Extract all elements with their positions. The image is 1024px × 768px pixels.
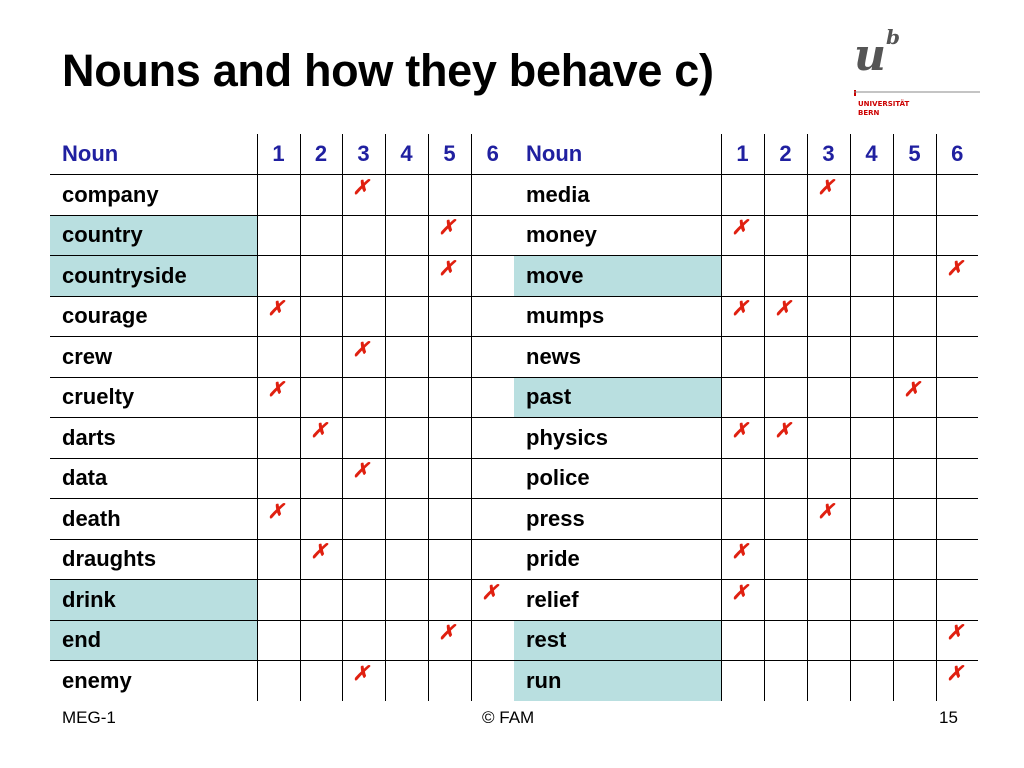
mark-cell [764,215,807,256]
mark-cell [721,175,764,216]
mark-cell [428,296,471,337]
column-header-1: 1 [257,134,300,175]
mark-cell [428,418,471,459]
cross-mark-icon: ✗ [267,498,285,523]
nouns-table [50,134,978,701]
mark-cell [342,661,385,702]
noun-cell: past [514,377,721,418]
mark-cell [936,539,978,580]
cross-mark-icon: ✗ [817,174,835,199]
mark-cell [807,296,850,337]
mark-cell [936,256,978,297]
noun-cell: courage [50,296,257,337]
noun-cell: run [514,661,721,702]
noun-cell: money [514,215,721,256]
mark-cell [257,458,300,499]
mark-cell [807,539,850,580]
cross-mark-icon: ✗ [946,661,964,685]
cross-mark-icon: ✗ [352,661,370,685]
mark-cell [257,418,300,459]
mark-cell [471,337,514,378]
mark-cell [385,215,428,256]
mark-cell [721,580,764,621]
mark-cell [471,296,514,337]
mark-cell [385,499,428,540]
mark-cell [385,539,428,580]
mark-cell [850,539,893,580]
cross-mark-icon: ✗ [352,458,370,483]
mark-cell [893,418,936,459]
column-header-6: 6 [471,134,514,175]
mark-cell [721,418,764,459]
mark-cell [428,620,471,661]
mark-cell [893,215,936,256]
mark-cell [893,296,936,337]
noun-cell: death [50,499,257,540]
mark-cell [936,337,978,378]
mark-cell [300,499,342,540]
mark-cell [807,337,850,378]
mark-cell [893,458,936,499]
mark-cell [721,499,764,540]
mark-cell [342,499,385,540]
noun-cell: move [514,256,721,297]
mark-cell [428,175,471,216]
mark-cell [385,175,428,216]
mark-cell [764,418,807,459]
footer-page-number: 15 [939,708,958,727]
cross-mark-icon: ✗ [438,620,456,645]
mark-cell [936,418,978,459]
cross-mark-icon: ✗ [731,539,749,564]
mark-cell [721,296,764,337]
noun-cell: countryside [50,256,257,297]
noun-cell: crew [50,337,257,378]
mark-cell [385,580,428,621]
mark-cell [764,620,807,661]
mark-cell [807,458,850,499]
mark-cell [807,377,850,418]
table-row [50,215,978,256]
table-row [50,175,978,216]
mark-cell [342,215,385,256]
mark-cell [807,661,850,702]
mark-cell [257,499,300,540]
mark-cell [257,337,300,378]
cross-mark-icon: ✗ [774,417,792,442]
mark-cell [936,175,978,216]
mark-cell [300,296,342,337]
noun-cell: enemy [62,668,132,693]
svg-text:BERN: BERN [858,109,880,117]
mark-cell [300,175,342,216]
mark-cell [936,620,978,661]
cross-mark-icon: ✗ [267,296,285,321]
table-row [50,256,978,297]
mark-cell [807,175,850,216]
column-header-2: 2 [764,134,807,175]
mark-cell [893,175,936,216]
cross-mark-icon: ✗ [352,174,370,199]
mark-cell [721,377,764,418]
mark-cell [764,175,807,216]
mark-cell [764,580,807,621]
mark-cell [257,580,300,621]
mark-cell [385,256,428,297]
mark-cell [893,499,936,540]
column-header-4: 4 [385,134,428,175]
mark-cell [385,620,428,661]
cross-mark-icon: ✗ [731,579,749,604]
mark-cell [342,175,385,216]
column-header-6: 6 [936,134,978,175]
slide-title: Nouns and how they behave c) [62,45,714,96]
noun-cell: police [514,458,721,499]
mark-cell [471,256,514,297]
mark-cell [936,377,978,418]
noun-cell: press [514,499,721,540]
column-header-noun: Noun [50,134,257,175]
mark-cell [850,580,893,621]
mark-cell [385,377,428,418]
table-row [50,458,978,499]
mark-cell [428,580,471,621]
mark-cell [893,580,936,621]
cross-mark-icon: ✗ [267,377,285,402]
column-header-3: 3 [807,134,850,175]
mark-cell [764,661,807,702]
noun-cell: drink [50,580,257,621]
table-row [50,377,978,418]
mark-cell [721,620,764,661]
mark-cell [764,539,807,580]
mark-cell [850,296,893,337]
noun-cell: darts [50,418,257,459]
cross-mark-icon: ✗ [438,215,456,240]
mark-cell [471,580,514,621]
noun-cell: draughts [50,539,257,580]
mark-cell [850,418,893,459]
column-header-noun: Noun [514,134,721,175]
noun-cell: data [50,458,257,499]
mark-cell [936,215,978,256]
mark-cell [936,499,978,540]
table-row [50,296,978,337]
mark-cell [850,175,893,216]
mark-cell [342,377,385,418]
mark-cell [807,256,850,297]
mark-cell [721,215,764,256]
mark-cell [342,620,385,661]
mark-cell [471,499,514,540]
table-row [50,661,978,702]
mark-cell [471,215,514,256]
mark-cell [428,458,471,499]
mark-cell [428,499,471,540]
table-body [50,175,978,702]
mark-cell [257,620,300,661]
mark-cell [850,377,893,418]
mark-cell [807,620,850,661]
mark-cell [300,215,342,256]
mark-cell [257,256,300,297]
mark-cell [257,539,300,580]
noun-cell: cruelty [50,377,257,418]
noun-cell: pride [514,539,721,580]
mark-cell [342,539,385,580]
mark-cell [850,620,893,661]
mark-cell [893,256,936,297]
cross-mark-icon: ✗ [731,417,749,442]
cross-mark-icon: ✗ [903,377,921,402]
cross-mark-icon: ✗ [352,336,370,361]
mark-cell [342,580,385,621]
mark-cell [764,499,807,540]
noun-cell: news [514,337,721,378]
table-row [50,580,978,621]
mark-cell [850,215,893,256]
mark-cell [893,661,936,702]
column-header-4: 4 [850,134,893,175]
mark-cell [893,377,936,418]
noun-cell: end [50,620,257,661]
mark-cell [471,418,514,459]
mark-cell [385,418,428,459]
mark-cell [385,458,428,499]
mark-cell [385,337,428,378]
svg-text:b: b [886,28,900,49]
table-row [50,418,978,459]
mark-cell [342,296,385,337]
mark-cell [721,539,764,580]
mark-cell [428,215,471,256]
mark-cell [893,539,936,580]
mark-cell [385,296,428,337]
mark-cell [807,580,850,621]
column-header-2: 2 [300,134,342,175]
mark-cell [300,580,342,621]
mark-cell [300,458,342,499]
mark-cell [257,215,300,256]
mark-cell [850,661,893,702]
mark-cell [342,256,385,297]
mark-cell [385,661,428,702]
mark-cell [471,377,514,418]
mark-cell [764,377,807,418]
mark-cell [300,539,342,580]
mark-cell [764,458,807,499]
svg-text:UNIVERSITÄT: UNIVERSITÄT [858,100,910,108]
mark-cell [471,539,514,580]
noun-cell: company [50,175,257,216]
cross-mark-icon: ✗ [817,498,835,523]
mark-cell [428,661,471,702]
noun-cell: mumps [514,296,721,337]
mark-cell [300,337,342,378]
mark-cell [936,458,978,499]
mark-cell [300,661,342,702]
column-header-5: 5 [428,134,471,175]
noun-cell: country [50,215,257,256]
mark-cell [428,337,471,378]
mark-cell [850,256,893,297]
cross-mark-icon: ✗ [774,296,792,321]
table-row [50,539,978,580]
table-row [50,620,978,661]
mark-cell [257,296,300,337]
cross-mark-icon: ✗ [481,579,499,604]
mark-cell [428,377,471,418]
noun-cell: relief [514,580,721,621]
mark-cell [257,377,300,418]
cross-mark-icon: ✗ [731,215,749,240]
mark-cell [721,458,764,499]
mark-cell [342,458,385,499]
table-row [50,499,978,540]
mark-cell [807,215,850,256]
cross-mark-icon: ✗ [310,539,328,564]
column-header-3: 3 [342,134,385,175]
column-header-5: 5 [893,134,936,175]
cross-mark-icon: ✗ [946,255,964,280]
mark-cell [764,296,807,337]
mark-cell [850,458,893,499]
mark-cell [807,418,850,459]
mark-cell [850,499,893,540]
mark-cell [807,499,850,540]
mark-cell [342,337,385,378]
cross-mark-icon: ✗ [731,296,749,321]
mark-cell [721,337,764,378]
cross-mark-icon: ✗ [310,417,328,442]
header-row [50,134,978,175]
mark-cell [342,418,385,459]
cross-mark-icon: ✗ [438,255,456,280]
mark-cell [471,661,514,702]
column-header-1: 1 [721,134,764,175]
noun-cell: physics [514,418,721,459]
mark-cell [936,661,978,702]
mark-cell [300,620,342,661]
mark-cell [428,539,471,580]
cross-mark-icon: ✗ [946,620,964,645]
table-row [50,337,978,378]
mark-cell [850,337,893,378]
mark-cell [936,296,978,337]
mark-cell [721,256,764,297]
mark-cell [471,620,514,661]
footer-copyright: © FAM [482,708,535,727]
svg-text:u: u [854,30,886,81]
mark-cell [893,337,936,378]
mark-cell [257,661,300,702]
mark-cell [300,377,342,418]
mark-cell [721,661,764,702]
footer-course: MEG-1 [62,708,116,727]
mark-cell [893,620,936,661]
mark-cell [471,458,514,499]
university-logo [852,28,982,123]
mark-cell [764,256,807,297]
mark-cell [300,256,342,297]
university-logo-icon [852,28,982,123]
noun-cell: rest [514,620,721,661]
noun-cell: media [514,175,721,216]
mark-cell [257,175,300,216]
mark-cell [764,337,807,378]
mark-cell [428,256,471,297]
mark-cell [300,418,342,459]
mark-cell [936,580,978,621]
mark-cell [471,175,514,216]
